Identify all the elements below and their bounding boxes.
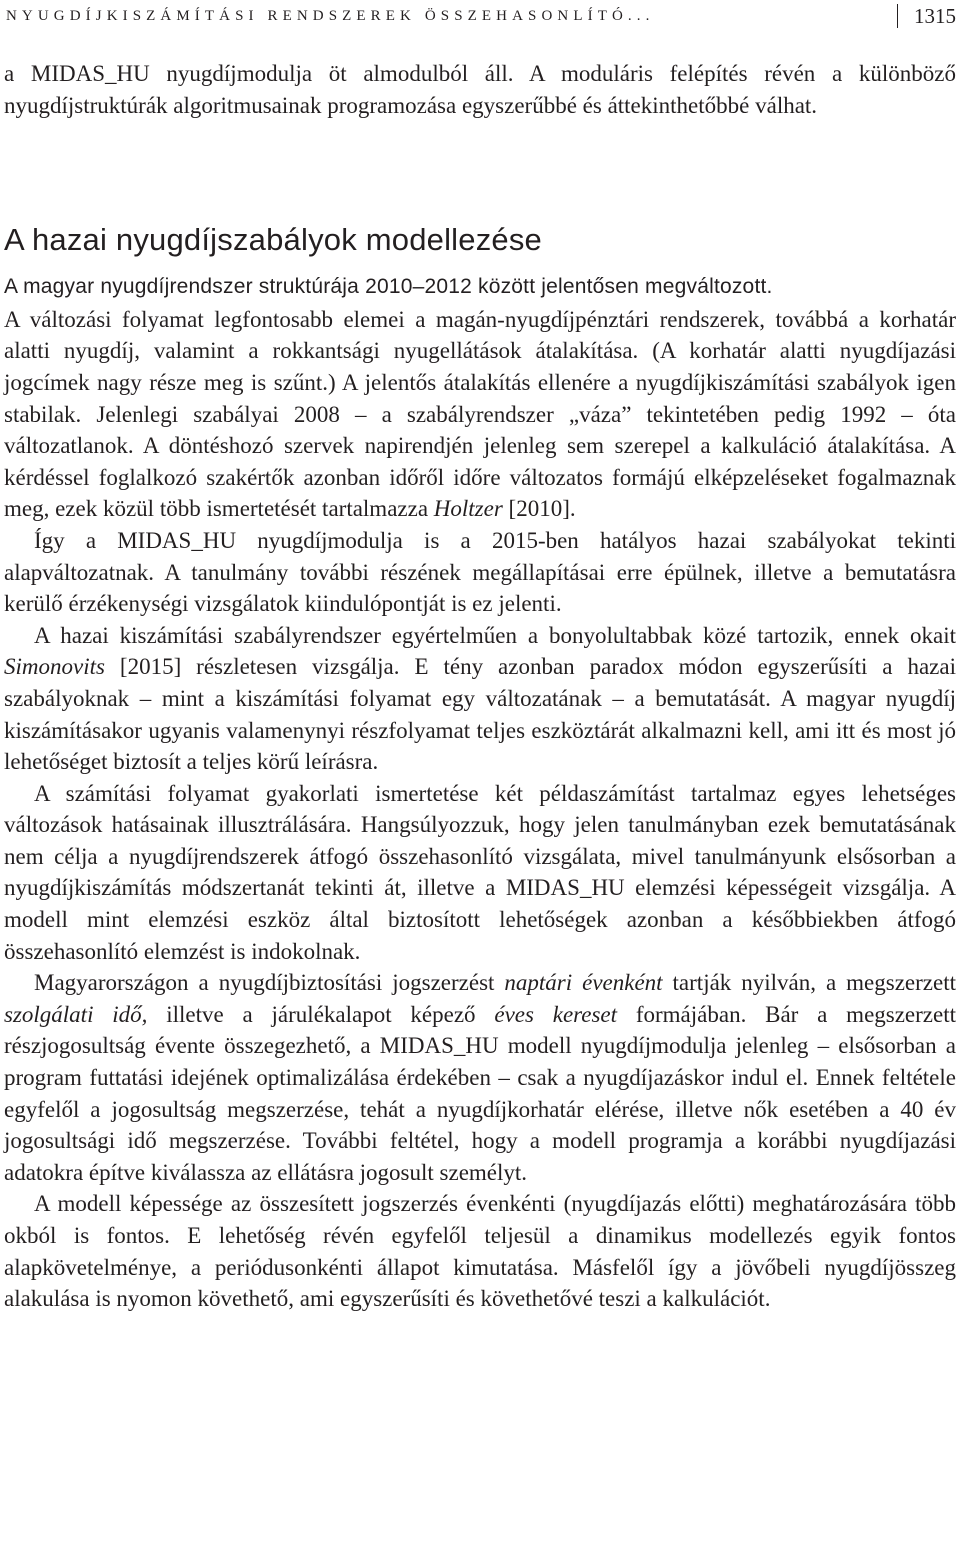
paragraph-3-text: A hazai kiszámítási szabályrendszer egyértelműen a bonyolultabbak közé tartozik, ennek okait (34, 622, 956, 648)
paragraph-5-text-a: Magyarországon a nyugdíjbiztosítási jogszerzést (34, 970, 505, 996)
citation-holtzer: Holtzer (433, 496, 503, 522)
paragraph-5-text-d: formájában. Bár a megszerzett részjogosultság évente összegezhető, a MIDAS_HU modell nyugdíjmodulja jelenleg – elsősorban a program futtatási idejének optimalizálása érdekében – csak a nyugdíjazáskor indul el. Ennek feltétele egyfelől a jogosultság megszerzése, tehát a nyugdíjkorhatár elérése, illetve nők esetében a 40 év jogosultsági idő megszerzése. További feltétel, hogy a modell programja a korábbi nyugdíjazási adatokra építve kiválassza az ellátásra jogosult személyt. (4, 1001, 956, 1185)
emphasis-naptari-evenkent: naptári évenként (504, 970, 663, 996)
citation-simonovits: Simonovits (4, 654, 105, 680)
emphasis-szolgalati-ido: szolgálati idő, (4, 1001, 148, 1027)
paragraph-4: A számítási folyamat gyakorlati ismertetése két példaszámítást tartalmaz egyes lehetséges változások hatásainak illusztrálására. Hangsúlyozzuk, hogy jelen tanulmányban ezek bemutatásának nem célja a nyugdíjrendszerek átfogó összehasonlító vizsgálata, mivel tanulmányunk elsősorban a nyugdíjkiszámítás módszertanát tekinti át, illetve a MIDAS_HU elemzési képességeit vizsgálja. A modell mint elemzési eszköz által biztosított lehetőségek azonban a későbbiekben átfogó összehasonlító elemzést is indokolnak. (4, 780, 956, 964)
section-heading: A hazai nyugdíjszabályok modellezése (4, 222, 542, 258)
paragraph-5 (4, 967, 956, 1188)
paragraph-6: A modell képessége az összesített jogszerzés évenkénti (nyugdíjazás előtti) meghatározására több okból is fontos. E lehetőség révén egyfelől teljesül a dinamikus modellezés egyik fontos alapkövetelménye, a periódusonkénti állapot kimutatása. Másfelől így a jövőbeli nyugdíjösszeg alakulása is nyomon követhető, ami egyszerűsíti és követhetővé teszi a kalkulációt. (4, 1191, 956, 1312)
running-title: NYUGDÍJKISZÁMÍTÁSI RENDSZEREK ÖSSZEHASONLÍTÓ... (6, 7, 655, 24)
paragraph-1-text: A változási folyamat legfontosabb elemei a magán-nyugdíjpénztári rendszerek, továbbá a korhatár alatti nyugdíj, valamint a rokkantsági nyugellátások átalakítása. (A korhatár alatti nyugdíjazási jogcímek nagy része meg is szűnt.) A jelentős átalakítás ellenére a nyugdíjkiszámítási szabályok igen stabilak. Jelenlegi szabályai 2008 – a szabályrendszer „váza” tekintetében pedig 1992 – óta változatlanok. A döntéshozó szervek napirendjén jelenleg sem szerepel a kalkuláció átalakítása. A kérdéssel foglalkozó szakértők azonban időről időre változatos formájú elképzeléseket fogalmaznak meg, ezek közül több ismertetését tartalmazza (4, 306, 956, 522)
paragraph-5-text-b: tartják nyilván, a megszerzett (662, 970, 956, 996)
lead-sentence: A magyar nyugdíjrendszer struktúrája 2010–2012 között jelentősen megváltozott. (4, 275, 773, 299)
emphasis-eves-kereset: éves kereset (494, 1001, 618, 1027)
body-text (4, 58, 956, 1315)
running-header (6, 4, 956, 28)
paragraph-2: Így a MIDAS_HU nyugdíjmodulja is a 2015-ben hatályos hazai szabályokat tekinti alapváltozatnak. A tanulmány további részének megállapításai erre épülnek, illetve a bemutatásra kerülő érzékenységi vizsgálatok kiindulópontját is ez jelenti. (4, 527, 956, 617)
header-divider (897, 4, 898, 28)
paragraph-3 (4, 620, 956, 778)
paragraph-5-text-c: illetve a járulékalapot képező (147, 1001, 495, 1027)
paragraph-1 (4, 304, 956, 525)
paragraph-1-text-end: [2010]. (502, 496, 576, 522)
page-number: 1315 (914, 3, 956, 28)
paragraph-3-text-end: [2015] részletesen vizsgálja. E tény azonban paradox módon egyszerűsíti a hazai szabályoknak – mint a kiszámítási folyamat egy változatának – a bemutatását. A magyar nyugdíj kiszámításakor ugyanis valamenynyi részfolyamat teljes eszköztárát alkalmazni kell, ami itt és most jó lehetőséget biztosít a teljes körű leírásra. (4, 654, 956, 775)
intro-paragraph: a MIDAS_HU nyugdíjmodulja öt almodulból áll. A moduláris felépítés révén a különböző nyugdíjstruktúrák algoritmusainak programozása egyszerűbbé és áttekinthetőbbé válhat. (4, 61, 956, 118)
